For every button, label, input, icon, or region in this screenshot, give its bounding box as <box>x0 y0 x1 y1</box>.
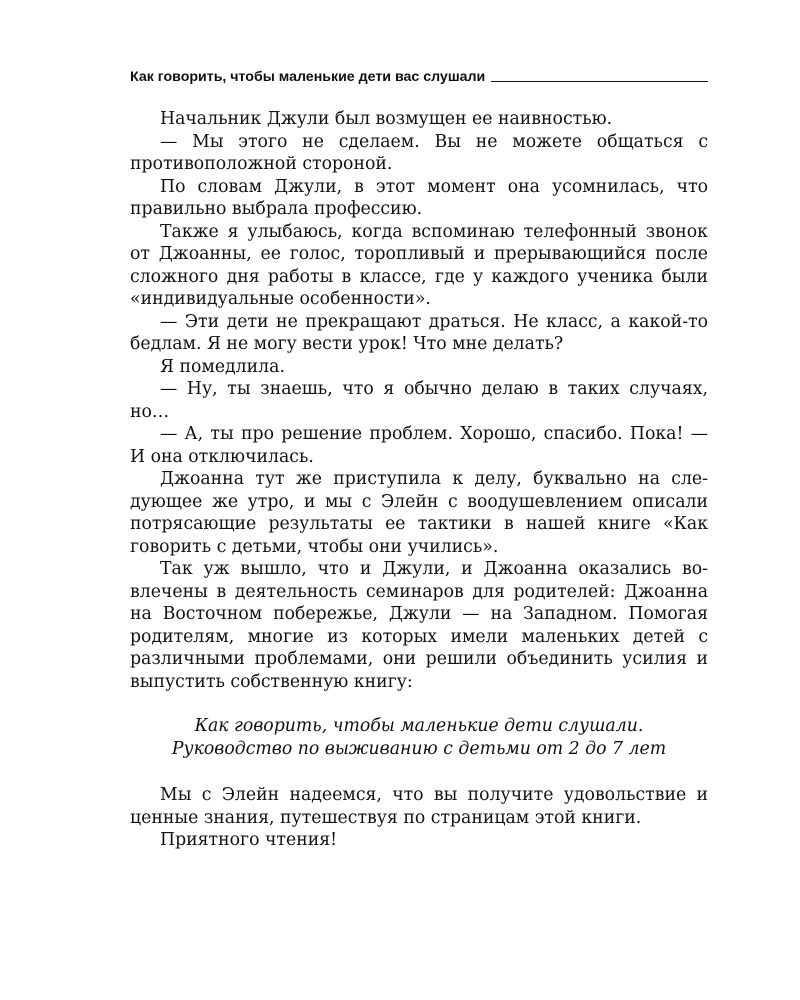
running-title: Как говорить, чтобы маленькие дети вас слушали <box>130 69 486 85</box>
paragraph: Так уж вышло, что и Джули, и Джоанна оказались вовлечены в деятельность семинаров для родителей: Джоанна на Восточном побережье, Джули — на Западном. Помогая родителям, многие из которых имели маленьких детей с различными проблемами, они решили объединить усилия и выпустить собственную книгу: <box>130 559 708 692</box>
paragraph: Также я улыбаюсь, когда вспоминаю телефонный звонок от Джоанны, ее голос, торопливый и прерывающийся после сложного дня работы в классе, где у каждого ученика были «индивидуальные особенности». <box>130 221 708 309</box>
book-title-line: Как говорить, чтобы маленькие дети слушали. <box>194 716 644 736</box>
paragraph: Приятного чтения! <box>160 830 338 850</box>
paragraph: Джоанна тут же приступила к делу, буквально на следующее же утро, и мы с Элейн с воодушевлением описали потрясающие результаты ее тактики в нашей книге «Как говорить с детьми, чтобы они учились». <box>130 469 708 557</box>
paragraph: По словам Джули, в этот момент она усомнилась, что правильно выбрала профессию. <box>130 176 708 219</box>
paragraph: Начальник Джули был возмущен ее наивностью. <box>160 109 613 129</box>
paragraph: — Эти дети не прекращают драться. Не класс, а какой-то бедлам. Я не могу вести урок! Что мне делать? <box>130 311 708 354</box>
paragraph: Мы с Элейн надеемся, что вы получите удовольствие и ценные знания, путешествуя по страницам этой книги. <box>130 785 708 828</box>
paragraph: — А, ты про решение проблем. Хорошо, спасибо. Пока! — И она отключилась. <box>130 424 708 467</box>
paragraph: Я помедлила. <box>160 356 285 377</box>
paragraph: — Мы этого не сделаем. Вы не можете общаться с противоположной стороной. <box>130 131 708 174</box>
book-title-block <box>130 715 708 760</box>
book-subtitle-line: Руководство по выживанию с детьми от 2 до 7 лет <box>171 738 667 759</box>
body-text <box>130 108 708 852</box>
header-rule <box>491 81 708 82</box>
paragraph: — Ну, ты знаешь, что я обычно делаю в таких случаях, но… <box>130 379 708 422</box>
running-header <box>130 66 708 86</box>
